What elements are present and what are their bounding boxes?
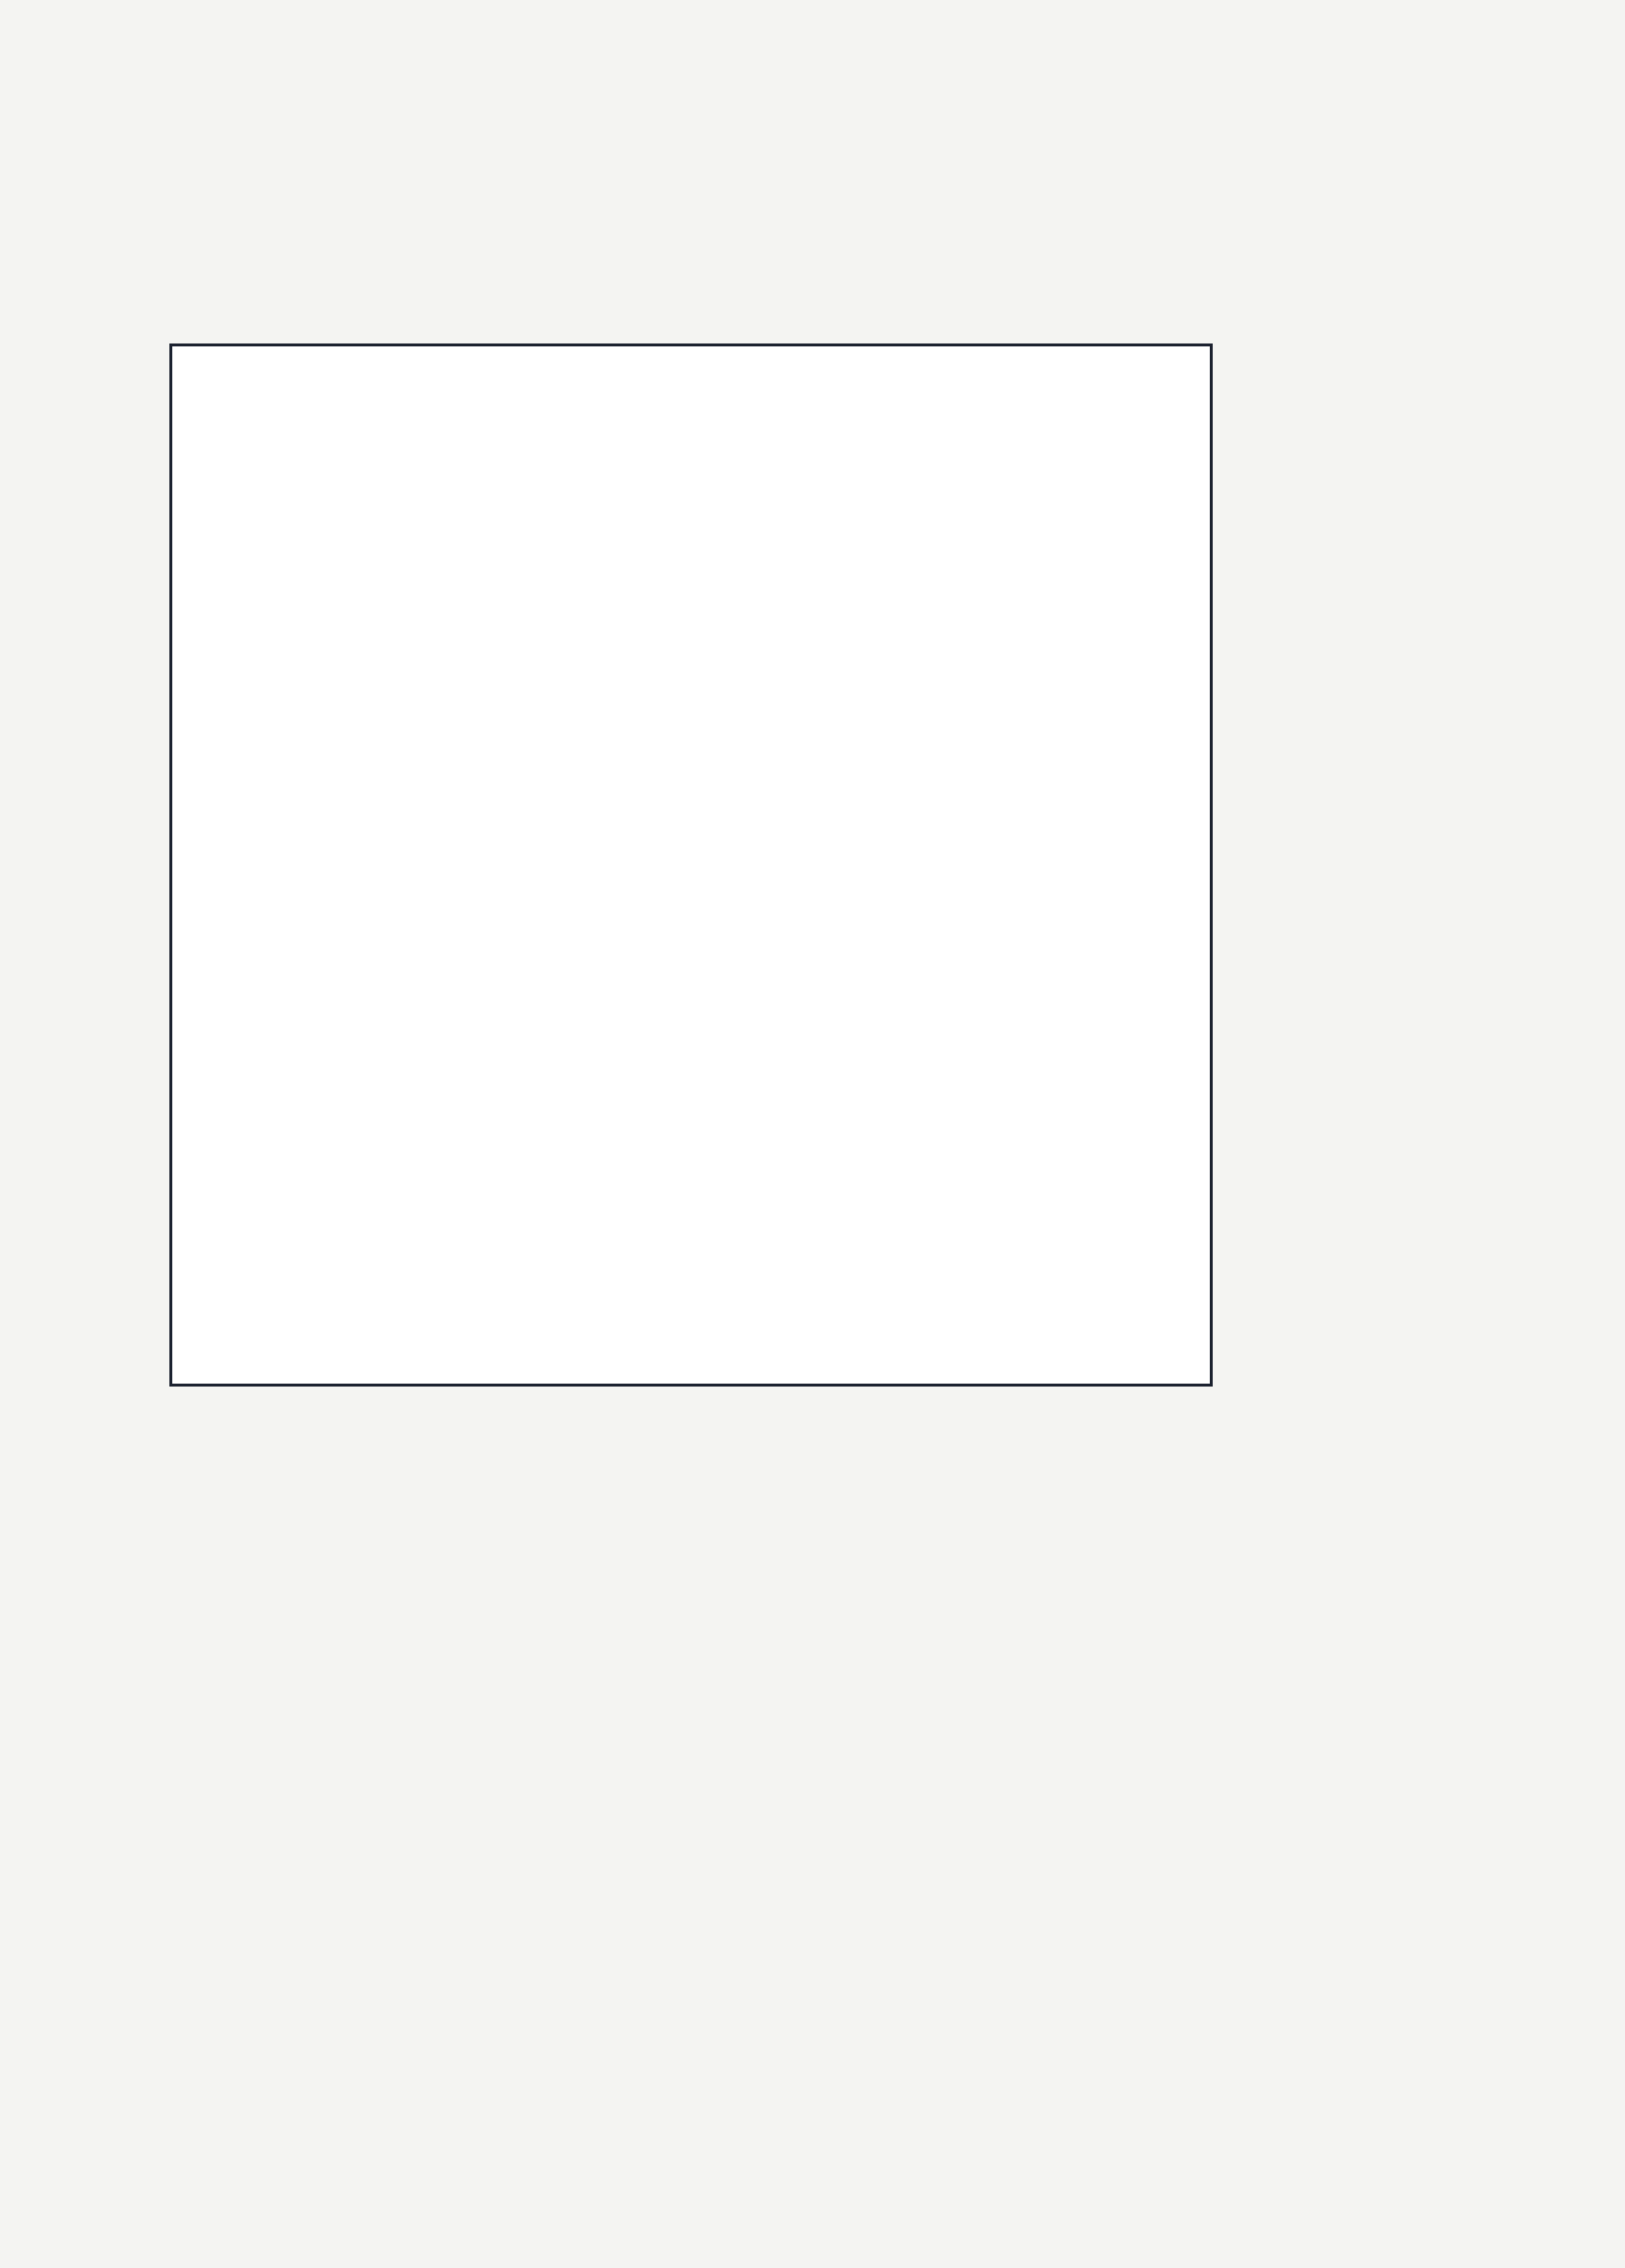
side-floral-border bbox=[1442, 813, 1529, 2206]
top-floral-border bbox=[39, 66, 1403, 182]
crossword-grid bbox=[169, 343, 1213, 1387]
